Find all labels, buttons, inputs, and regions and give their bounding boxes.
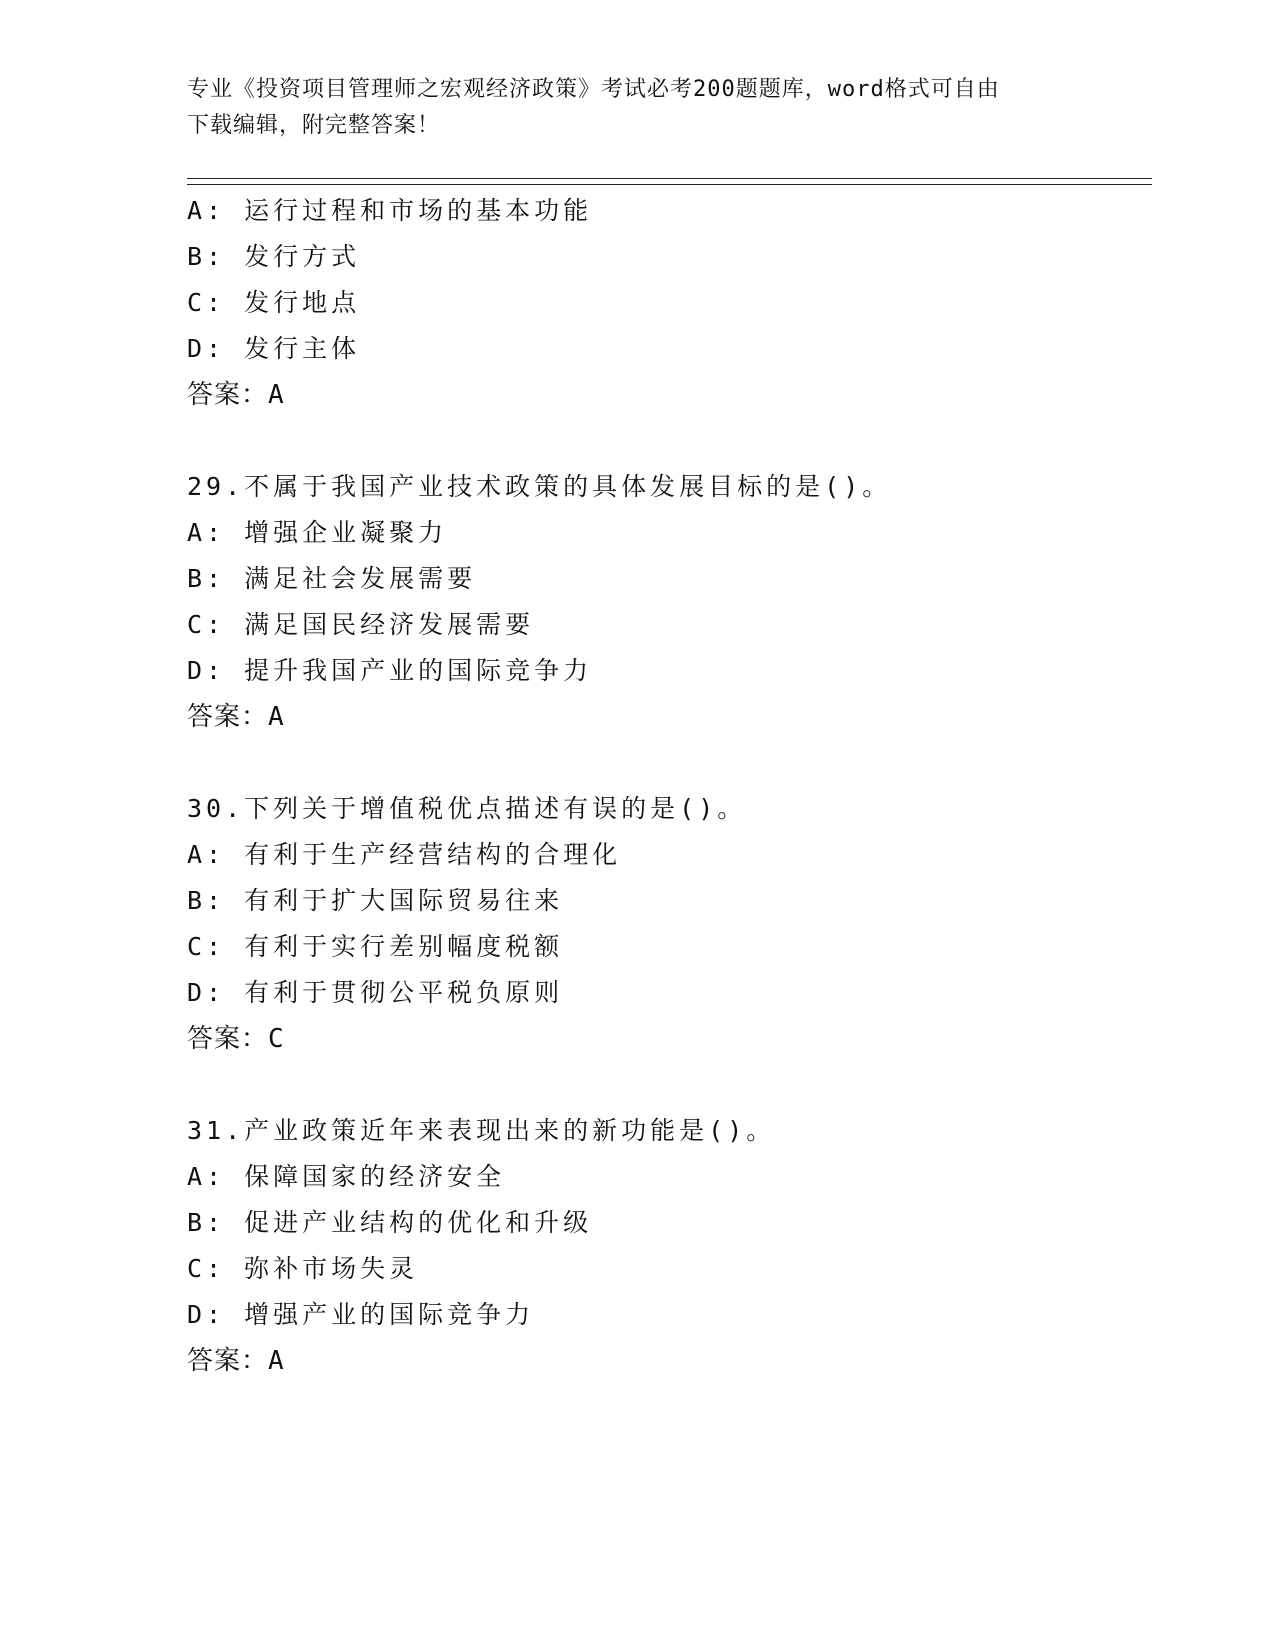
answer-line (187, 1338, 1147, 1384)
question-stem: 30.下列关于增值税优点描述有误的是()。 (187, 794, 747, 823)
option-b: B: 有利于扩大国际贸易往来 (187, 886, 564, 915)
question-stem: 31.产业政策近年来表现出来的新功能是()。 (187, 1116, 776, 1145)
option-c: C: 满足国民经济发展需要 (187, 610, 535, 639)
option-d: D: 提升我国产业的国际竞争力 (187, 656, 593, 685)
option-a: A: 有利于生产经营结构的合理化 (187, 840, 622, 869)
question-list (187, 188, 1147, 1384)
spacer (187, 1062, 1147, 1108)
header-line-2: 下载编辑，附完整答案！ (187, 113, 441, 138)
answer-label: 答案： (187, 1346, 269, 1376)
option-b: B: 促进产业结构的优化和升级 (187, 1208, 593, 1237)
question-stem: 29.不属于我国产业技术政策的具体发展目标的是()。 (187, 472, 892, 501)
option-d: D: 增强产业的国际竞争力 (187, 1300, 535, 1329)
option-c: C: 发行地点 (187, 288, 361, 317)
option-a: A: 保障国家的经济安全 (187, 1162, 506, 1191)
question-28-block (187, 188, 1147, 418)
header-line-1: 专业《投资项目管理师之宏观经济政策》考试必考200题题库，word格式可自由 (187, 77, 1000, 102)
spacer (187, 740, 1147, 786)
option-c: C: 弥补市场失灵 (187, 1254, 419, 1283)
answer-value: C (268, 1024, 285, 1054)
answer-label: 答案： (187, 380, 269, 410)
answer-value: A (268, 1346, 285, 1376)
answer-label: 答案： (187, 702, 269, 732)
spacer (187, 418, 1147, 464)
header-divider-bottom (187, 184, 1152, 185)
document-header (187, 72, 1067, 144)
answer-value: A (268, 380, 285, 410)
option-b: B: 满足社会发展需要 (187, 564, 477, 593)
option-b: B: 发行方式 (187, 242, 361, 271)
option-d: D: 有利于贯彻公平税负原则 (187, 978, 564, 1007)
option-a: A: 运行过程和市场的基本功能 (187, 196, 593, 225)
answer-value: A (268, 702, 285, 732)
question-30-block (187, 786, 1147, 1062)
question-29-block (187, 464, 1147, 740)
option-d: D: 发行主体 (187, 334, 361, 363)
answer-line (187, 1016, 1147, 1062)
question-31-block (187, 1108, 1147, 1384)
option-c: C: 有利于实行差别幅度税额 (187, 932, 564, 961)
answer-line (187, 372, 1147, 418)
header-divider-top (187, 178, 1152, 179)
answer-line (187, 694, 1147, 740)
option-a: A: 增强企业凝聚力 (187, 518, 448, 547)
answer-label: 答案： (187, 1024, 269, 1054)
